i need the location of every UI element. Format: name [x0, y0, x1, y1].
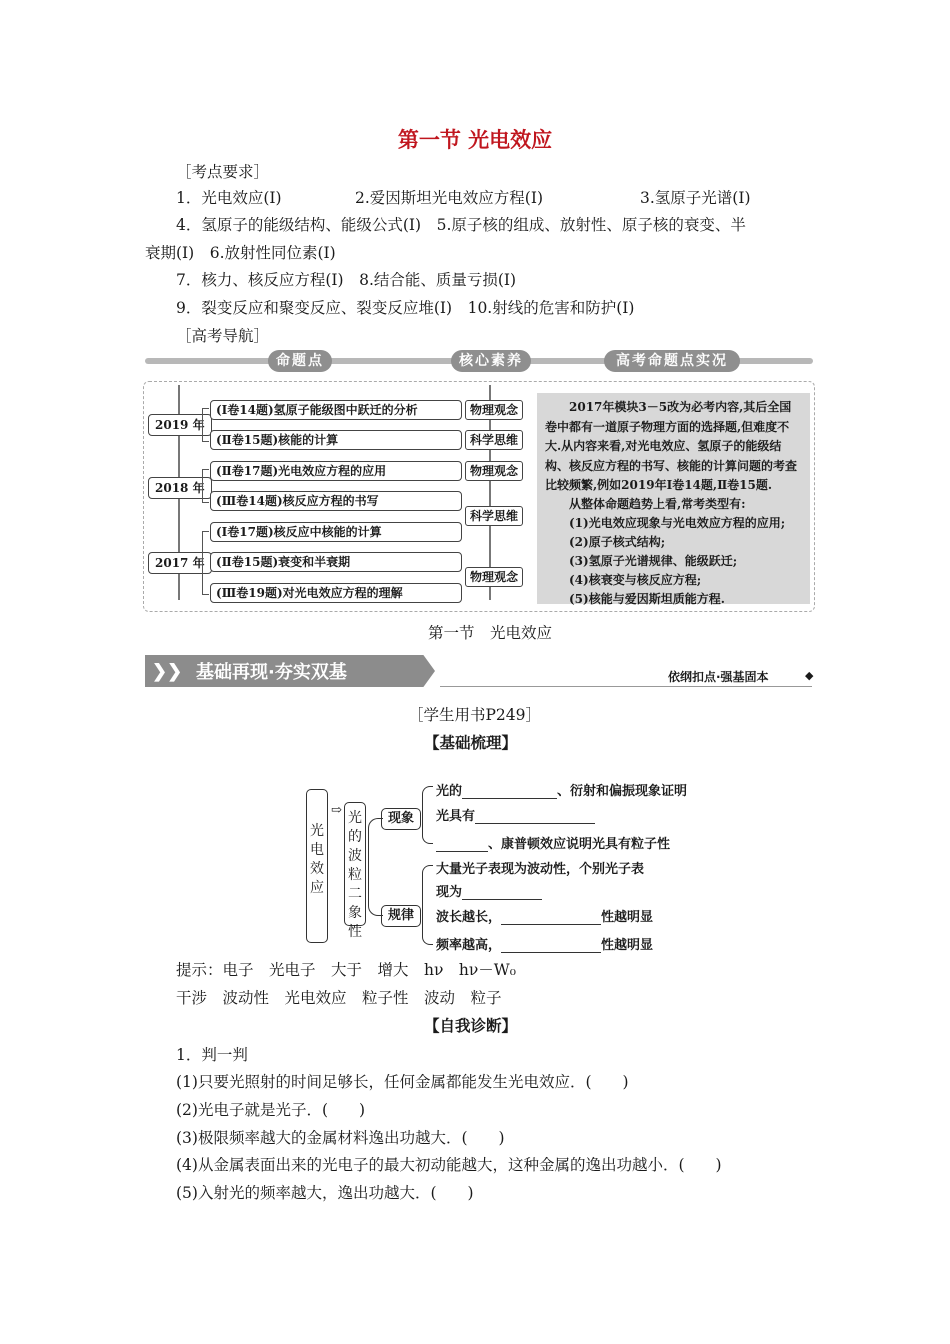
tag-question-points: 命题点 [268, 350, 332, 372]
book-reference: ［学生用书P249］ [408, 706, 542, 724]
analysis-line: (2)原子核式结构; [569, 535, 666, 549]
mindmap-root: 光电效应 [306, 789, 328, 943]
literacy-tag: 物理观念 [465, 400, 523, 420]
tag-core-literacy: 核心素养 [451, 350, 531, 372]
question-item: (Ⅱ卷17题)光电效应方程的应用 [210, 461, 462, 481]
question-item: (Ⅱ卷15题)衰变和半衰期 [210, 552, 462, 572]
phenomena-line-2 [436, 805, 595, 824]
figure-caption: 第一节 光电效应 [428, 624, 553, 642]
laws-line-4 [436, 934, 653, 953]
phenomena-line-1 [436, 780, 687, 799]
judgement-item: (3)极限频率越大的金属材料逸出功越大．( ) [176, 1129, 505, 1147]
requirement-item: 衰期(Ⅰ) 6.放射性同位素(Ⅰ) [145, 244, 336, 262]
text: 光具有 [436, 809, 476, 824]
analysis-line: (5)核能与爱因斯坦质能方程. [569, 592, 725, 606]
section-right-tag: 依纲扣点·强基固本 [668, 670, 769, 684]
judgement-item: (2)光电子就是光子．( ) [176, 1101, 366, 1119]
mindmap-branch: 光的波粒二象性 [344, 802, 366, 926]
requirement-item: 7．核力、核反应方程(Ⅰ) 8.结合能、质量亏损(Ⅰ) [176, 271, 517, 289]
brace-laws [422, 865, 433, 945]
hints-line-1: 提示：电子 光电子 大于 增大 hν hν－W₀ [176, 961, 516, 979]
laws-line-3 [436, 906, 653, 925]
text: 光的 [436, 784, 463, 799]
blank [462, 784, 557, 799]
blank [436, 837, 488, 852]
literacy-tag: 物理观念 [465, 567, 523, 587]
text: 、康普顿效应说明光具有粒子性 [488, 837, 671, 852]
node-laws: 规律 [381, 905, 421, 927]
requirement-item: 9．裂变反应和聚变反应、裂变反应堆(Ⅰ) 10.射线的危害和防护(Ⅰ) [176, 299, 635, 317]
bracket-2017 [202, 531, 209, 595]
literacy-tag: 科学思维 [465, 430, 523, 450]
question-item: (Ⅰ卷17题)核反应中核能的计算 [210, 522, 462, 542]
analysis-line: (3)氢原子光谱规律、能级跃迁; [569, 554, 738, 568]
year-2017: 2017 年 [148, 552, 212, 574]
text: 频率越高， [436, 938, 502, 953]
blank [501, 938, 601, 953]
text: 、衍射和偏振现象证明 [557, 784, 688, 799]
bracket-2018 [202, 469, 209, 503]
tag-exam-facts: 高考命题点实况 [604, 350, 740, 372]
judge-heading: 1．判一判 [176, 1046, 248, 1064]
chevron-right-icon: ❯❯ [152, 661, 183, 682]
question-item: (Ⅲ卷19题)对光电效应方程的理解 [210, 583, 462, 603]
laws-line-1: 大量光子表现为波动性，个别光子表 [436, 862, 645, 877]
text: 性越明显 [601, 910, 654, 925]
phenomena-line-3 [436, 833, 670, 852]
blank [501, 910, 601, 925]
blank [475, 809, 595, 824]
judgement-item: (5)入射光的频率越大，逸出功越大．( ) [176, 1184, 474, 1202]
bracket-2019 [202, 408, 209, 442]
literacy-tag: 科学思维 [465, 506, 523, 526]
brace-main [368, 818, 383, 916]
requirement-item: 1．光电效应(Ⅰ) [176, 189, 282, 207]
laws-line-2 [436, 881, 542, 900]
section-banner-text: 基础再现·夯实双基 [196, 662, 347, 683]
requirement-item: 3.氢原子光谱(Ⅰ) [640, 189, 751, 207]
blank [462, 885, 542, 900]
node-phenomena: 现象 [381, 808, 421, 830]
year-2018: 2018 年 [148, 477, 212, 499]
diagnosis-heading: 【自我诊断】 [424, 1016, 518, 1035]
hints-line-2: 干涉 波动性 光电效应 粒子性 波动 粒子 [176, 989, 502, 1007]
text: 现为 [436, 885, 463, 900]
requirement-item: 2.爱因斯坦光电效应方程(Ⅰ) [355, 189, 544, 207]
analysis-line: 从整体命题趋势上看,常考类型有: [569, 497, 746, 511]
question-item: (Ⅱ卷15题)核能的计算 [210, 430, 462, 450]
section-rule [440, 686, 812, 687]
text: 性越明显 [601, 938, 654, 953]
judgement-item: (4)从金属表面出来的光电子的最大初动能越大，这种金属的逸出功越小．( ) [176, 1156, 722, 1174]
brace-phenomena [422, 786, 433, 844]
page-title: 第一节 光电效应 [397, 128, 553, 152]
requirement-item: 4．氢原子的能级结构、能级公式(Ⅰ) 5.原子核的组成、放射性、原子核的衰变、半 [176, 216, 746, 234]
analysis-paragraph: 2017年模块3－5改为必考内容,其后全国卷中都有一道原子物理方面的选择题,但难度不大.从内容来看,对光电效应、氢原子的能级结构、核反应方程的书写、核能的计算问题的考查比较频繁,例如2019年Ⅰ卷14题,Ⅱ卷15题. [545, 400, 798, 492]
analysis-line: (1)光电效应现象与光电效应方程的应用; [569, 516, 786, 530]
judgement-item: (1)只要光照射的时间足够长，任何金属都能发生光电效应．( ) [176, 1073, 629, 1091]
diamond-icon: ◆ [805, 669, 814, 682]
arrow-right-icon: ⇨ [331, 803, 342, 818]
analysis-line: (4)核衰变与核反应方程; [569, 573, 702, 587]
question-item: (Ⅲ卷14题)核反应方程的书写 [210, 491, 462, 511]
guide-heading: ［高考导航］ [176, 327, 270, 345]
text: 波长越长， [436, 910, 502, 925]
literacy-tag: 物理观念 [465, 461, 523, 481]
basics-heading: 【基础梳理】 [424, 733, 518, 752]
question-item: (Ⅰ卷14题)氢原子能级图中跃迁的分析 [210, 400, 462, 420]
requirements-heading: ［考点要求］ [176, 163, 270, 181]
year-2019: 2019 年 [148, 414, 212, 436]
